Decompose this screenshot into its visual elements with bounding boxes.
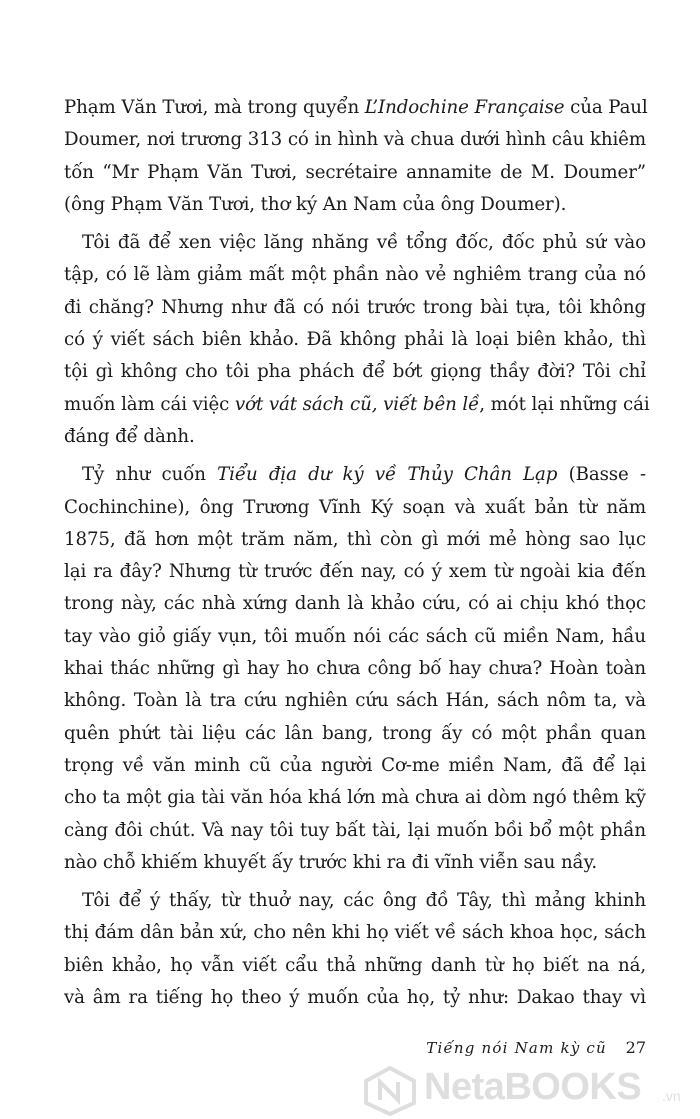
text-run: của Paul <box>564 97 648 118</box>
text-line <box>64 982 646 1014</box>
running-title: Tiếng nói Nam kỳ cũ <box>426 1039 607 1057</box>
text-line <box>64 459 646 491</box>
text-run: lại ra đây? Nhưng từ trước đến nay, có ý xem từ ngoài kia đến <box>64 561 646 583</box>
text-run: muốn làm cái việc <box>64 393 235 415</box>
page-number: 27 <box>625 1038 646 1057</box>
text-run: quên phứt tài liệu các lân bang, trong ấy có một phần quan <box>64 722 646 744</box>
text-run: có ý viết sách biên khảo. Đã không phải là loại biên khảo, thì <box>64 329 646 351</box>
text-line <box>64 292 646 324</box>
text-line <box>64 750 646 782</box>
text-line <box>64 718 646 750</box>
text-line <box>64 259 646 291</box>
text-line <box>64 492 646 524</box>
body-text <box>64 92 650 1014</box>
italic-title: vớt vát sách cũ, viết bên lề <box>234 393 480 415</box>
text-run: , mót lại những cái <box>479 393 650 415</box>
text-line <box>64 556 646 588</box>
text-line <box>64 124 646 156</box>
text-line <box>64 189 646 221</box>
text-run: biên khảo, họ vẫn viết cẩu thả những danh từ họ biết na ná, <box>64 954 646 976</box>
text-run: tốn “Mr Phạm Văn Tươi, secrétaire annamite de M. Doumer” <box>64 161 646 183</box>
text-run: tay vào giỏ giấy vụn, tôi muốn nói các sách cũ miền Nam, hầu <box>64 625 646 647</box>
text-run: Tôi đã để xen việc lăng nhăng về tổng đốc, đốc phủ sứ vào <box>82 232 646 254</box>
paragraph <box>64 459 646 879</box>
text-line <box>64 588 646 620</box>
text-run: Doumer, nơi trương 313 có in hình và chua dưới hình câu khiêm <box>64 129 646 151</box>
text-line <box>64 685 646 717</box>
watermark-text: NetaBOOKS <box>424 1066 642 1108</box>
text-line <box>64 847 646 879</box>
text-line <box>64 157 646 189</box>
text-line <box>64 782 646 814</box>
text-line <box>64 227 646 259</box>
paragraph <box>64 227 650 453</box>
watermark <box>362 1066 692 1116</box>
netabooks-logo-icon <box>362 1066 418 1116</box>
text-line <box>64 421 646 453</box>
text-line <box>64 950 646 982</box>
text-run: thị đám dân bản xứ, cho nên khi họ viết về sách khoa học, sách <box>64 922 646 944</box>
text-run: 1875, đã hơn một trăm năm, thì còn gì mới mẻ hòng sao lục <box>64 528 646 550</box>
italic-title: Tiểu địa dư ký về Thủy Chân Lạp <box>217 464 558 486</box>
text-line <box>64 621 646 653</box>
text-run: khai thác những gì hay ho chưa công bố hay chưa? Hoàn toàn <box>64 658 646 680</box>
text-run: tội gì không cho tôi pha phách để bớt giọng thầy đời? Tôi chỉ <box>64 361 646 383</box>
text-line <box>64 815 646 847</box>
italic-title: L’Indochine Française <box>364 97 565 118</box>
text-run: cho ta một gia tài văn hóa khá lớn mà chưa ai dòm ngó thêm kỹ <box>64 787 646 809</box>
text-line <box>64 324 646 356</box>
text-line <box>64 917 646 949</box>
text-run: tập, có lẽ làm giảm mất một phần nào vẻ nghiêm trang của nó <box>64 264 646 286</box>
text-run: (Basse - <box>557 464 647 486</box>
text-run: và âm ra tiếng họ theo ý muốn của họ, tỷ như: Dakao thay vì <box>64 987 646 1009</box>
text-run: trọng về văn minh cũ của người Cơ-me miền Nam, đã để lại <box>64 754 646 776</box>
text-run: Phạm Văn Tươi, mà trong quyển <box>64 97 365 118</box>
text-run: càng đôi chút. Và nay tôi tuy bất tài, lại muốn bồi bổ một phần <box>64 819 646 841</box>
paragraph <box>64 885 646 1014</box>
text-run: đi chăng? Nhưng như đã có nói trước trong bài tựa, tôi không <box>64 296 646 318</box>
page-footer <box>0 1038 646 1057</box>
text-line <box>64 885 646 917</box>
text-line <box>64 524 646 556</box>
text-line <box>64 356 646 388</box>
text-run: (ông Phạm Văn Tươi, thơ ký An Nam của ông Doumer). <box>64 193 567 215</box>
text-run: nào chỗ khiếm khuyết ấy trước khi ra đi vĩnh viễn sau nầy. <box>64 851 598 873</box>
text-line <box>64 92 646 124</box>
text-run: Tôi để ý thấy, từ thuở nay, các ông đồ Tây, thì mảng khinh <box>82 890 646 912</box>
paragraph <box>64 92 646 221</box>
text-run: Cochinchine), ông Trương Vĩnh Ký soạn và xuất bản từ năm <box>64 496 646 518</box>
text-run: không. Toàn là tra cứu nghiên cứu sách Hán, sách nôm ta, và <box>64 690 646 712</box>
text-run: trong này, các nhà xứng danh là khảo cứu, có ai chịu khó thọc <box>64 593 646 615</box>
watermark-suffix: .vn <box>662 1088 681 1104</box>
text-run: đáng để dành. <box>64 425 195 447</box>
text-line <box>64 653 646 685</box>
text-line <box>64 389 650 421</box>
text-run: Tỷ như cuốn <box>82 464 218 486</box>
